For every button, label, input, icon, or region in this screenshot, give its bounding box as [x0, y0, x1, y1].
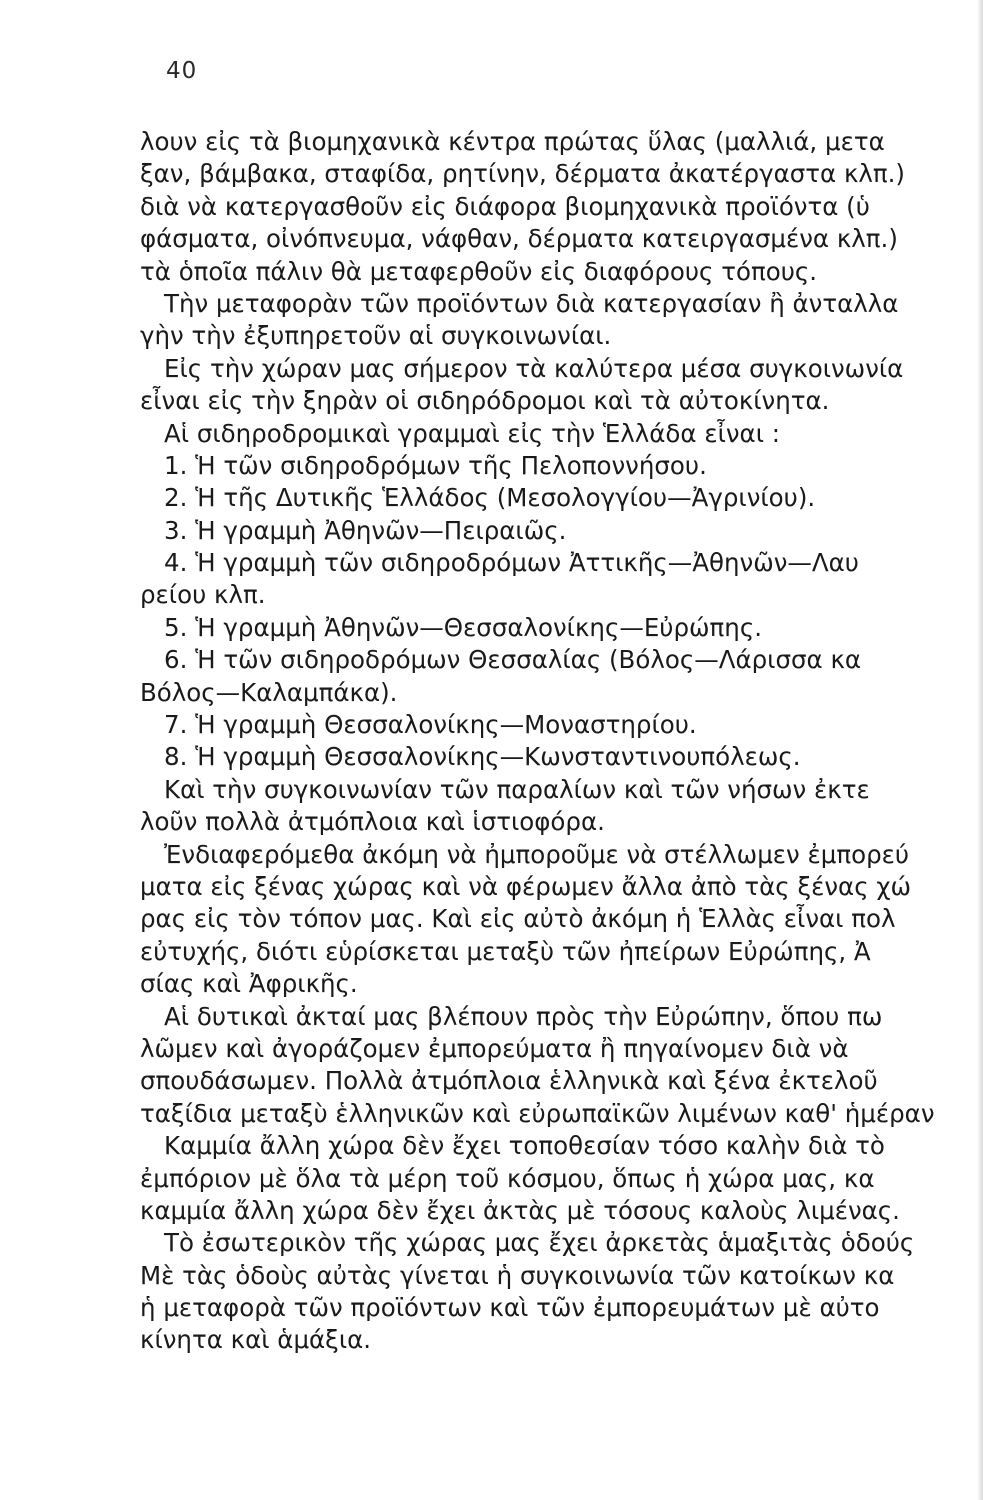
text-line: εὐτυχής, διότι εὑρίσκεται μεταξὺ τῶν ἠπείρων Εὐρώπης, Ἀ [140, 936, 871, 966]
text-line: λοῦν πολλὰ ἀτμόπλοια καὶ ἱστιοφόρα. [140, 807, 605, 837]
text-line: Αἱ δυτικαὶ ἀκταί μας βλέπουν πρὸς τὴν Εὐρώπην, ὅπου πω [164, 1001, 883, 1031]
text-line: σίας καὶ Ἀφρικῆς. [140, 969, 358, 999]
text-line: Ἐνδιαφερόμεθα ἀκόμη νὰ ἠμποροῦμε νὰ στέλλωμεν ἐμπορεύ [164, 839, 910, 869]
text-line: εἶναι εἰς τὴν ξηρὰν οἱ σιδηρόδρομοι καὶ τὰ αὐτοκίνητα. [140, 386, 830, 416]
text-line: Αἱ σιδηροδρομικαὶ γραμμαὶ εἰς τὴν Ἑλλάδα εἶναι : [164, 418, 781, 448]
text-line: λῶμεν καὶ ἀγοράζομεν ἐμπορεύματα ἢ πηγαίνομεν διὰ νὰ [140, 1033, 849, 1063]
text-line: ἡ μεταφορὰ τῶν προϊόντων καὶ τῶν ἐμπορευμάτων μὲ αὐτο [140, 1293, 880, 1323]
text-line: γὴν τὴν ἐξυπηρετοῦν αἱ συγκοινωνίαι. [140, 321, 612, 351]
text-line: φάσματα, οἰνόπνευμα, νάφθαν, δέρματα κατειργασμένα κλπ.) [140, 224, 898, 254]
text-line: τὰ ὁποῖα πάλιν θὰ μεταφερθοῦν εἰς διαφόρους τόπους. [140, 256, 818, 286]
text-line: ἐμπόριον μὲ ὅλα τὰ μέρη τοῦ κόσμου, ὅπως ἡ χώρα μας, κα [140, 1163, 875, 1193]
text-line: Μὲ τὰς ὁδοὺς αὐτὰς γίνεται ἡ συγκοινωνία τῶν κατοίκων κα [140, 1260, 895, 1290]
text-line: Εἰς τὴν χώραν μας σήμερον τὰ καλύτερα μέσα συγκοινωνία [164, 353, 904, 383]
page-number: 40 [166, 58, 198, 84]
text-line: Τὴν μεταφορὰν τῶν προϊόντων διὰ κατεργασίαν ἢ ἀνταλλα [164, 288, 899, 318]
text-line: καμμία ἄλλη χώρα δὲν ἔχει ἀκτὰς μὲ τόσους καλοὺς λιμένας. [140, 1195, 900, 1225]
page-edge-shadow [977, 0, 983, 1500]
text-line: ρας εἰς τὸν τόπον μας. Καὶ εἰς αὐτὸ ἀκόμη ἡ Ἑλλὰς εἶναι πολ [140, 904, 896, 934]
text-line: 5. Ἡ γραμμὴ Ἀθηνῶν—Θεσσαλονίκης—Εὐρώπης. [164, 612, 762, 642]
text-line: ταξίδια μεταξὺ ἑλληνικῶν καὶ εὐρωπαϊκῶν λιμένων καθ' ἡμέραν [140, 1098, 935, 1128]
text-line: Καὶ τὴν συγκοινωνίαν τῶν παραλίων καὶ τῶν νήσων ἐκτε [164, 774, 870, 804]
text-line: 6. Ἡ τῶν σιδηροδρόμων Θεσσαλίας (Βόλος—Λάρισσα κα [164, 645, 862, 675]
text-line: 1. Ἡ τῶν σιδηροδρόμων τῆς Πελοποννήσου. [164, 450, 707, 480]
text-line: 8. Ἡ γραμμὴ Θεσσαλονίκης—Κωνσταντινουπόλεως. [164, 742, 801, 772]
text-line: διὰ νὰ κατεργασθοῦν εἰς διάφορα βιομηχανικὰ προϊόντα (ὑ [140, 191, 870, 221]
text-line: 7. Ἡ γραμμὴ Θεσσαλονίκης—Μοναστηρίου. [164, 710, 697, 740]
text-line: ρείου κλπ. [140, 580, 266, 610]
text-line: Καμμία ἄλλη χώρα δὲν ἔχει τοποθεσίαν τόσο καλὴν διὰ τὸ [164, 1131, 885, 1161]
text-line: 3. Ἡ γραμμὴ Ἀθηνῶν—Πειραιῶς. [164, 515, 567, 545]
text-line: 2. Ἡ τῆς Δυτικῆς Ἑλλάδος (Μεσολογγίου—Ἀγρινίου). [164, 483, 816, 513]
text-line: ματα εἰς ξένας χώρας καὶ νὰ φέρωμεν ἄλλα ἀπὸ τὰς ξένας χώ [140, 871, 912, 901]
text-line: Βόλος—Καλαμπάκα). [140, 677, 398, 707]
text-line: κίνητα καὶ ἁμάξια. [140, 1325, 372, 1355]
text-line: σπουδάσωμεν. Πολλὰ ἀτμόπλοια ἑλληνικὰ καὶ ξένα ἐκτελοῦ [140, 1066, 878, 1096]
text-line: ξαν, βάμβακα, σταφίδα, ρητίνην, δέρματα ἀκατέργαστα κλπ.) [140, 159, 905, 189]
text-line: λουν εἰς τὰ βιομηχανικὰ κέντρα πρώτας ὕλας (μαλλιά, μετα [140, 127, 885, 156]
text-line: 4. Ἡ γραμμὴ τῶν σιδηροδρόμων Ἀττικῆς—Ἀθηνῶν—Λαυ [164, 548, 859, 578]
text-line: Τὸ ἐσωτερικὸν τῆς χώρας μας ἔχει ἀρκετὰς ἁμαξιτὰς ὁδούς [164, 1228, 915, 1258]
body-text [140, 126, 983, 1357]
